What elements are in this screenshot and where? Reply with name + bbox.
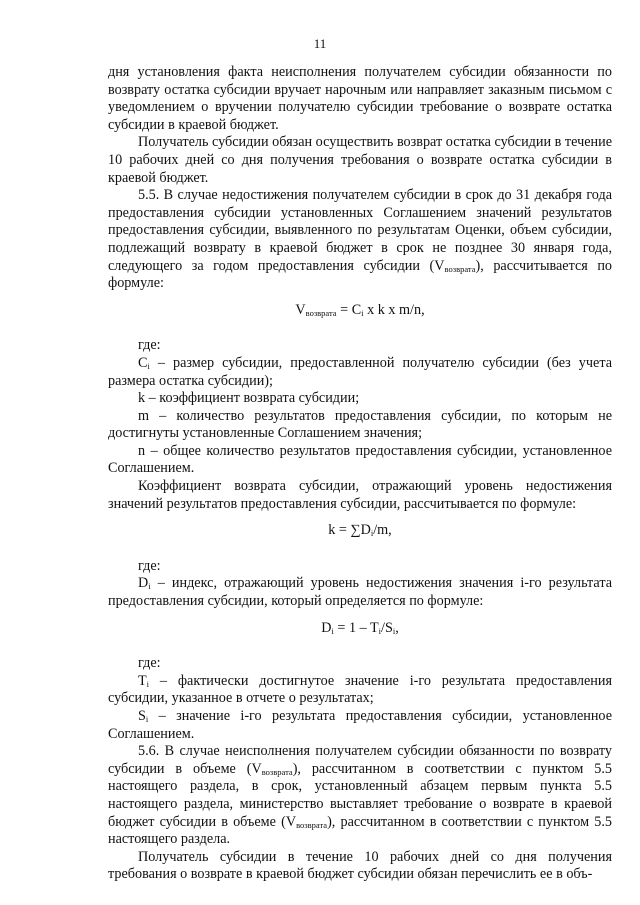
text-run: m – количество результатов предоставления субсидии, по которым не достигнуты установленные Соглашением значения; — [108, 407, 612, 442]
text-run: где: — [138, 337, 161, 354]
where-label — [108, 558, 612, 576]
paragraph — [108, 443, 612, 478]
text-run: Получатель субсидии обязан осуществить возврат остатка субсидии в течение 10 рабочих дней со дня получения требования о возврате остатка субсидии в краевой бюджет. — [108, 134, 612, 186]
paragraph — [108, 849, 612, 884]
text-run: дня установления факта неисполнения получателем субсидии обязанности по возврату остатка субсидии вручает нарочным или направляет заказным письмом с уведомлением о вручении получателю субсидии требование о возврате остатка субсидии в краевой бюджет. — [108, 64, 612, 133]
text-run: ), рассчитанном в соответствии с пунктом 5.5 настоящего раздела. — [108, 813, 612, 848]
subscript: i — [148, 581, 151, 592]
subscript: i — [145, 714, 149, 724]
text-run: n – общее количество результатов предоставления субсидии, установленное Соглашением. — [108, 442, 612, 477]
paragraph — [108, 673, 612, 708]
text-run: – индекс, отражающий уровень недостижения значения i-го результата предоставления субсидии, который определяется по формуле: — [108, 575, 612, 610]
document-body — [108, 64, 612, 884]
text-run: T — [138, 672, 147, 689]
page-number: 11 — [313, 36, 327, 51]
paragraph-continued — [108, 64, 612, 134]
text-run: – размер субсидии, предоставленной получателю субсидии (без учета размера остатка субсидии); — [108, 354, 612, 389]
text-run: где: — [138, 655, 161, 672]
subscript: i — [361, 307, 364, 318]
formula — [108, 620, 612, 638]
subscript: возврата — [296, 819, 328, 830]
subscript: i — [146, 678, 150, 689]
formula — [108, 522, 612, 540]
text-run: , — [395, 619, 399, 636]
paragraph — [108, 478, 612, 513]
formula — [108, 302, 612, 320]
subscript: i — [392, 625, 396, 636]
subscript: i — [147, 360, 150, 371]
text-run: – фактически достигнутое значение i-го результата предоставления субсидии, указанное в отчете о результатах; — [108, 672, 612, 707]
paragraph — [108, 355, 612, 390]
subscript: возврата — [305, 307, 337, 318]
paragraph — [108, 187, 612, 293]
text-run: ), рассчитанном в соответствии с пунктом 5.5 настоящего раздела, в срок, установленный абзацем первым пункта 5.5 настоящего раздела, министерство выставляет требование о возврате в краевой бюджет субсидии в объеме (V — [108, 760, 612, 830]
text-run: C — [138, 354, 148, 371]
subscript: возврата — [261, 766, 293, 777]
text-run: /m, — [373, 522, 392, 539]
text-run: k – коэффициент возврата субсидии; — [138, 390, 360, 407]
text-run: D — [138, 575, 149, 592]
text-run: Коэффициент возврата субсидии, отражающий уровень недостижения значений результатов предоставления субсидии, рассчитывается по формуле: — [108, 478, 612, 512]
paragraph — [108, 575, 612, 610]
text-run: V — [295, 301, 306, 318]
text-run: где: — [138, 557, 161, 574]
paragraph — [108, 390, 612, 408]
paragraph — [108, 408, 612, 443]
subscript: возврата — [444, 263, 476, 274]
paragraph — [108, 134, 612, 187]
where-label — [108, 655, 612, 673]
text-run: = C — [336, 301, 362, 318]
subscript: i — [378, 625, 382, 636]
text-run: x k x m/n, — [363, 301, 425, 318]
text-run: 5.6. В случае неисполнения получателем субсидии обязанности по возврату субсидии в объеме (V — [108, 743, 612, 777]
subscript: i — [331, 625, 334, 636]
paragraph — [108, 743, 612, 849]
paragraph — [108, 708, 612, 743]
text-run: 5.5. В случае недостижения получателем субсидии в срок до 31 декабря года предоставления субсидии установленных Соглашением значений результатов предоставления субсидии, выявленного по результатам Оценки, объем субсидии, подлежащий возврату в краевой бюджет в срок не позднее 30 января года, следующего за годом предоставления субсидии (V — [108, 187, 612, 274]
text-run: – значение i-го результата предоставления субсидии, установленное Соглашением. — [108, 708, 612, 742]
text-run: Получатель субсидии в течение 10 рабочих дней со дня получения требования о возврате в краевой бюджет субсидии обязан перечислить ее в объ- — [108, 848, 612, 883]
text-run: ), рассчитывается по формуле: — [108, 257, 613, 292]
text-run: = 1 – T — [333, 619, 379, 636]
text-run: D — [321, 619, 332, 636]
text-run: /S — [381, 619, 393, 636]
subscript: i — [370, 528, 374, 539]
text-run: S — [138, 708, 146, 724]
where-label — [108, 337, 612, 355]
text-run: k = ∑D — [328, 522, 371, 539]
